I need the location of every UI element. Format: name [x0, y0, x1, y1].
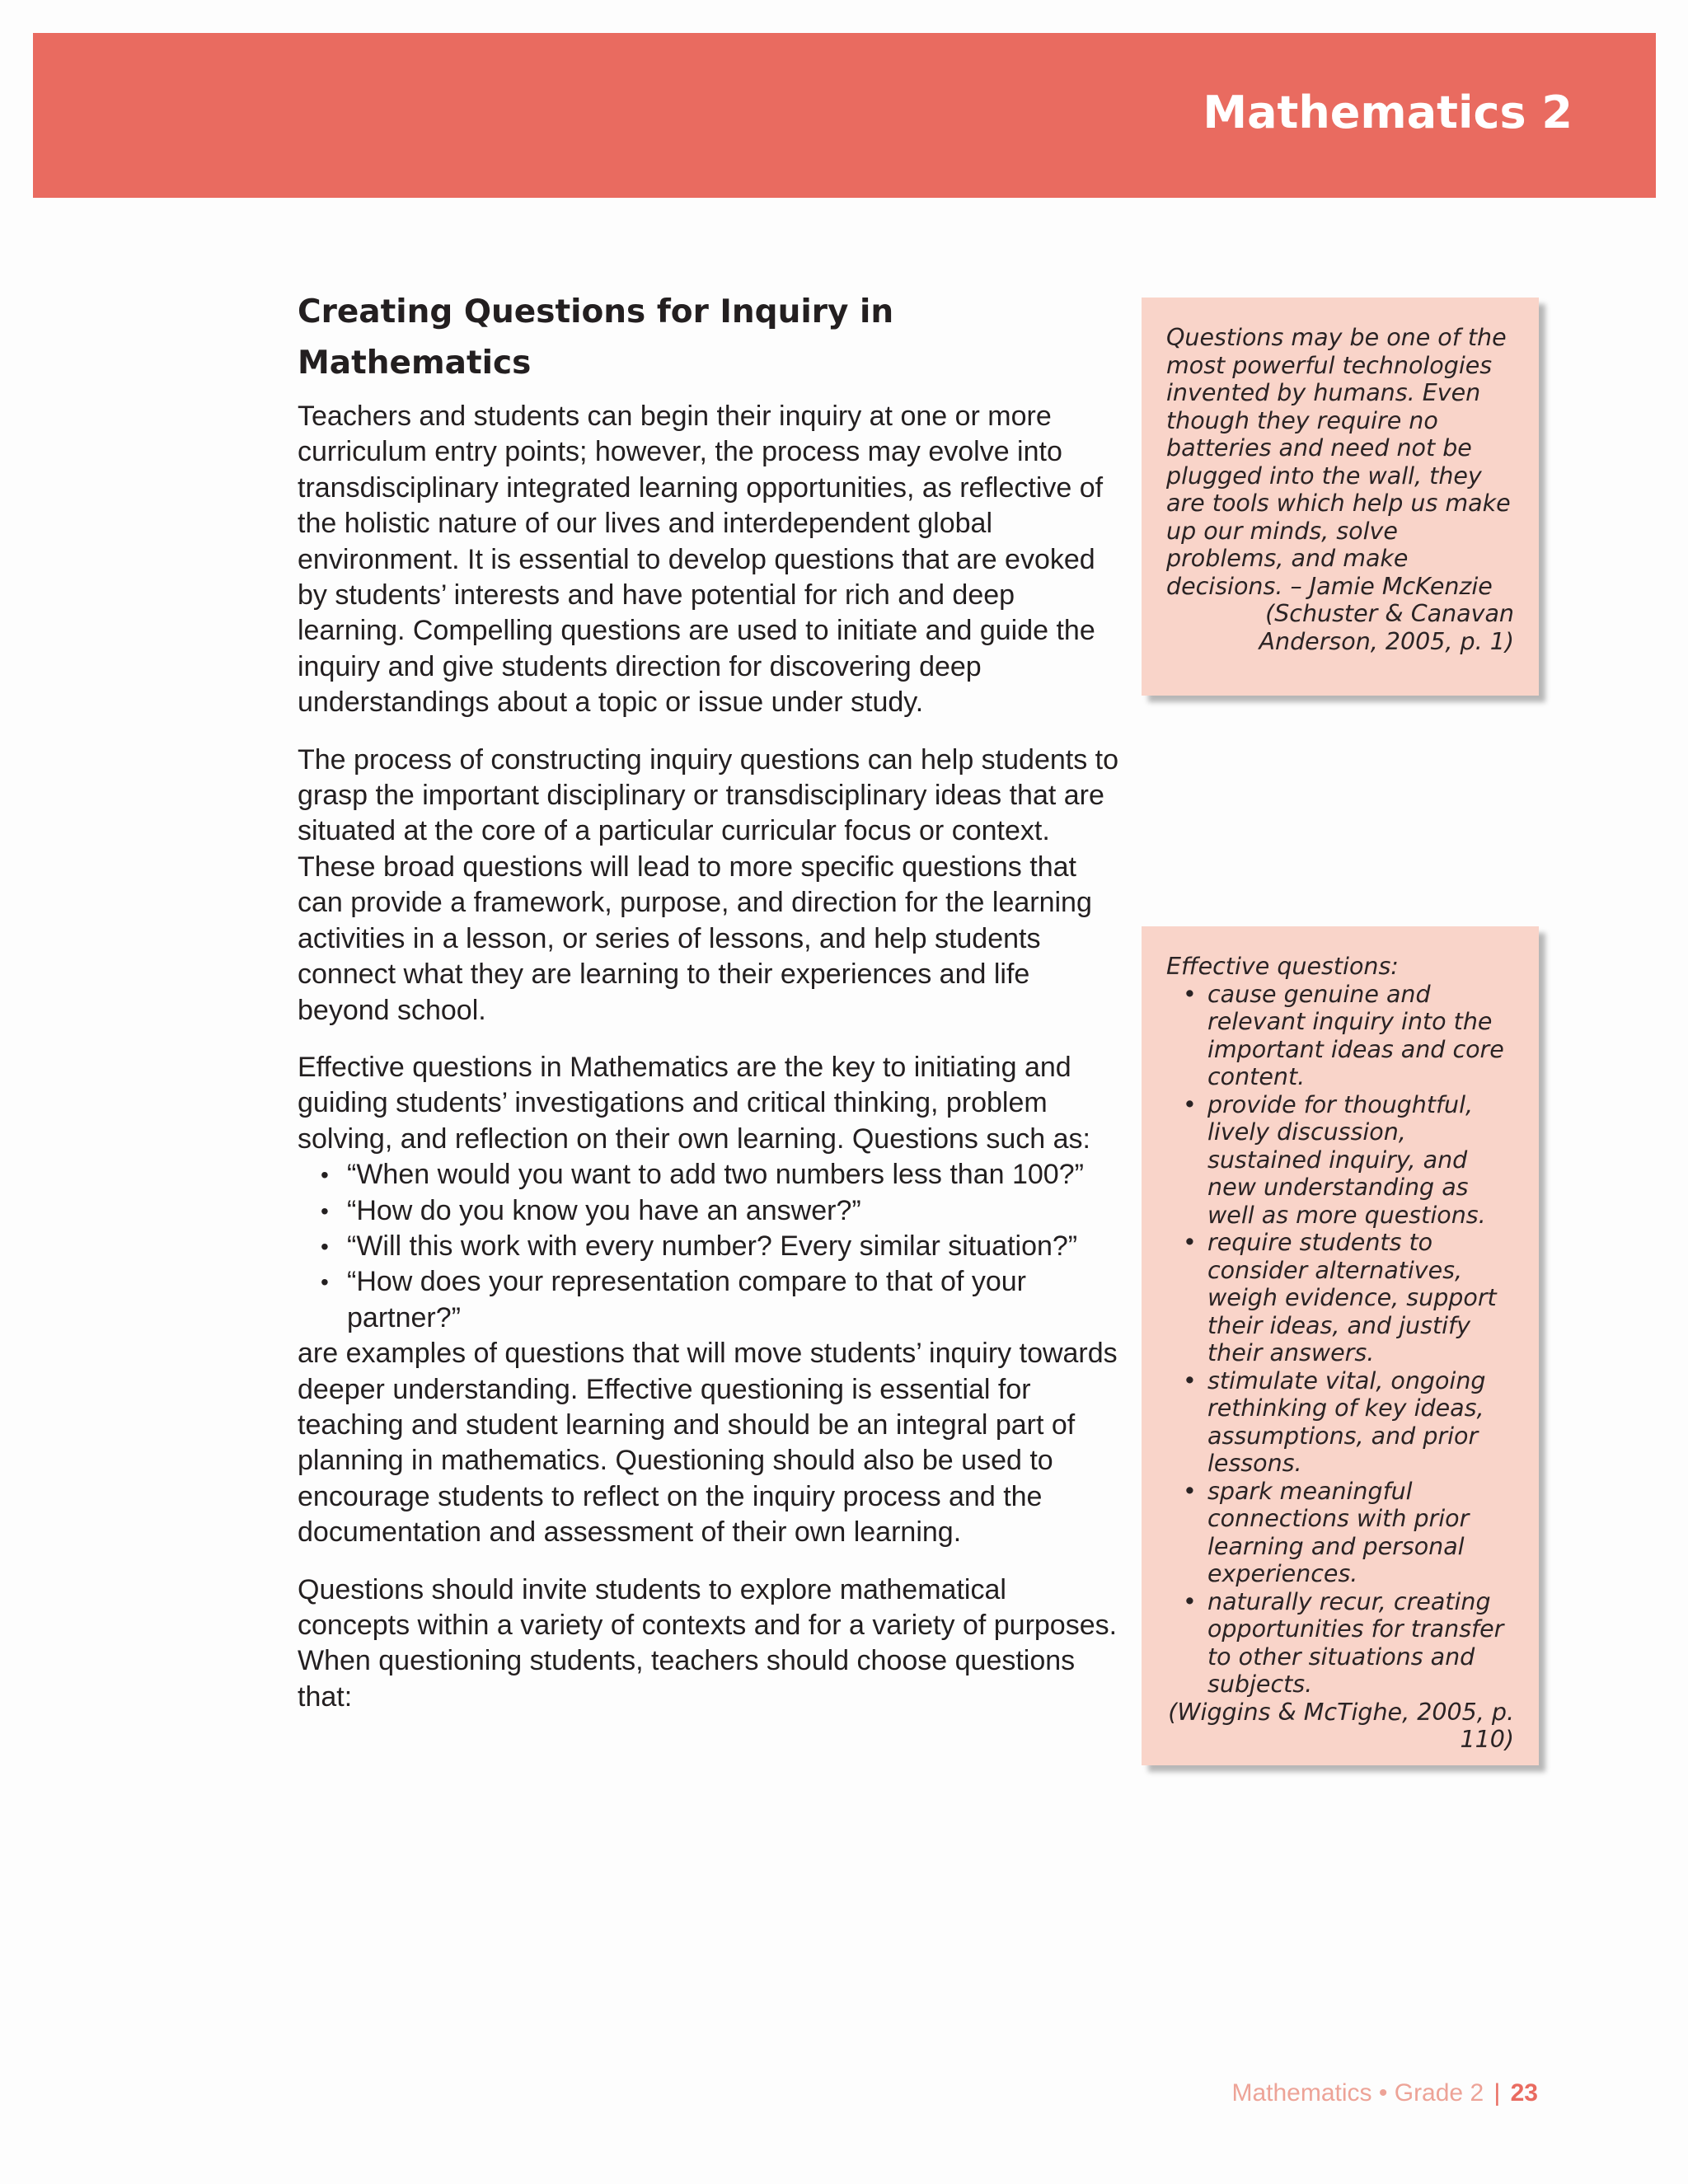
- list-item-text: cause genuine and relevant inquiry into the important ideas and core content.: [1207, 980, 1504, 1090]
- page-title: Mathematics 2: [1203, 87, 1573, 138]
- list-item: [298, 1193, 1122, 1229]
- section-heading: Creating Questions for Inquiry in Mathematics: [298, 293, 894, 382]
- main-content: [298, 287, 1122, 1736]
- list-item-text: naturally recur, creating opportunities for transfer to other situations and subjects.: [1207, 1587, 1504, 1698]
- list-item-text: “How do you know you have an answer?”: [347, 1194, 861, 1226]
- footer-dot: •: [1378, 2079, 1388, 2107]
- list-item: [1166, 1229, 1514, 1367]
- footer-grade: Grade 2: [1394, 2079, 1484, 2107]
- list-item: [298, 1264, 1122, 1336]
- list-item: [1166, 1478, 1514, 1588]
- bullet-icon: •: [321, 1162, 329, 1188]
- bullet-icon: •: [1183, 980, 1197, 1008]
- bullet-icon: •: [1183, 1366, 1197, 1394]
- sidebar-effective-citation: (Wiggins & McTighe, 2005, p. 110): [1168, 1698, 1514, 1753]
- bullet-icon: •: [321, 1233, 329, 1259]
- footer-subject: Mathematics: [1231, 2079, 1372, 2107]
- sidebar-effective-questions-box: [1142, 926, 1539, 1765]
- list-item-text: spark meaningful connections with prior learning and personal experiences.: [1207, 1477, 1470, 1587]
- list-item-text: “How does your representation compare to that of your partner?”: [347, 1266, 1026, 1333]
- list-item: [1166, 981, 1514, 1091]
- paragraph-intro: Teachers and students can begin their inquiry at one or more curriculum entry points; however, the process may evolve into transdisciplinary integrated learning opportunities, as reflective of the holistic nature of our lives and interdependent global environment. It is essential to develop questions that are evoked by students’ interests and have potential for rich and deep learning. Compelling questions are used to initiate and guide the inquiry and give students direction for discovering deep understandings about a topic or issue under study.: [298, 401, 1104, 719]
- effective-questions-list: [1166, 981, 1514, 1699]
- bullet-icon: •: [1183, 1090, 1197, 1118]
- footer-separator: |: [1493, 2079, 1501, 2107]
- list-item: [1166, 1588, 1514, 1699]
- bullet-icon: •: [1183, 1477, 1197, 1505]
- paragraph-invite-students: Questions should invite students to explore mathematical concepts within a variety of contexts and for a variety of purposes. When questioning students, teachers should choose questions that:: [298, 1573, 1118, 1713]
- bullet-icon: •: [1183, 1229, 1197, 1256]
- list-item-text: provide for thoughtful, lively discussion, sustained inquiry, and new understanding as well as more questions.: [1207, 1090, 1486, 1229]
- list-item: [298, 1229, 1122, 1264]
- list-item: [1166, 1091, 1514, 1230]
- paragraph-constructing-questions: The process of constructing inquiry questions can help students to grasp the important disciplinary or transdisciplinary ideas that are situated at the core of a particular curricular focus or context. These broad questions will lead to more specific questions that can provide a framework, purpose, and direction for the learning activities in a lesson, or series of lessons, and help students connect what they are learning to their experiences and life beyond school.: [298, 743, 1119, 1026]
- list-item: [1166, 1367, 1514, 1478]
- paragraph-deeper-understanding: are examples of questions that will move students’ inquiry towards deeper understanding. Effective questioning is essential for teaching and student learning and should be an integral part of planning in mathematics. Questioning should also be used to encourage students to reflect on the inquiry process and the documentation and assessment of their own learning.: [298, 1338, 1118, 1549]
- sidebar-effective-intro: Effective questions:: [1166, 953, 1399, 980]
- bullet-icon: •: [321, 1197, 329, 1224]
- paragraph-effective-questions: Effective questions in Mathematics are the key to initiating and guiding students’ investigations and critical thinking, problem solving, and reflection on their own learning. Questions such as:: [298, 1051, 1090, 1155]
- sidebar-quote-citation: (Schuster & Canavan Anderson, 2005, p. 1): [1259, 600, 1514, 655]
- sidebar-quote-text: Questions may be one of the most powerful technologies invented by humans. Even though they require no batteries and need not be plugged into the wall, they are tools which help us make up our minds, solve problems, and make decisions. – Jamie McKenzie: [1166, 324, 1511, 600]
- list-item: [298, 1157, 1122, 1193]
- bullet-icon: •: [1183, 1587, 1197, 1615]
- list-item-text: “Will this work with every number? Every similar situation?”: [347, 1230, 1078, 1262]
- list-item-text: require students to consider alternatives, weigh evidence, support their ideas, and justify their answers.: [1207, 1229, 1497, 1366]
- list-item-text: stimulate vital, ongoing rethinking of key ideas, assumptions, and prior lessons.: [1207, 1366, 1486, 1477]
- bullet-icon: •: [321, 1269, 329, 1296]
- page-number: 23: [1510, 2079, 1538, 2107]
- page-footer: [1231, 2079, 1538, 2108]
- list-item-text: “When would you want to add two numbers less than 100?”: [347, 1159, 1084, 1191]
- sidebar-quote-box: [1142, 298, 1539, 696]
- example-questions-list: [298, 1157, 1122, 1336]
